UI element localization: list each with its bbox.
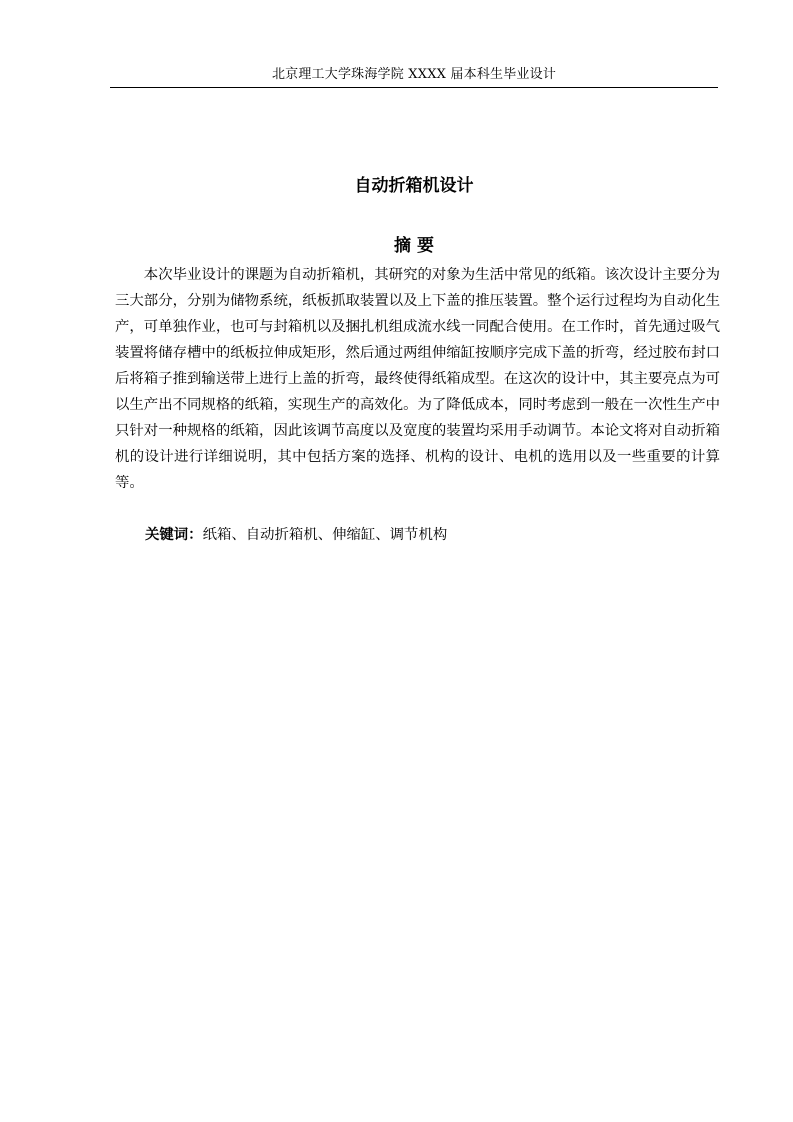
keywords-label: 关键词： <box>145 527 203 543</box>
keywords-value: 纸箱、自动折箱机、伸缩缸、调节机构 <box>202 527 448 543</box>
running-header: 北京理工大学珠海学院 XXXX 届本科生毕业设计 <box>271 67 557 82</box>
abstract-paragraph: 本次毕业设计的课题为自动折箱机，其研究的对象为生活中常见的纸箱。该次设计主要分为三大部分，分别为储物系统，纸板抓取装置以及上下盖的推压装置。整个运行过程均为自动化生产，可单独作业，也可与封箱机以及捆扎机组成流水线一同配合使用。在工作时，首先通过吸气装置将储存槽中的纸板拉伸成矩形，然后通过两组伸缩缸按顺序完成下盖的折弯，经过胶布封口后将箱子推到输送带上进行上盖的折弯，最终使得纸箱成型。在这次的设计中，其主要亮点为可以生产出不同规格的纸箱，实现生产的高效化。为了降低成本，同时考虑到一般在一次性生产中只针对一种规格的纸箱，因此该调节高度以及宽度的装置均采用手动调节。本论文将对自动折箱机的设计进行详细说明，其中包括方案的选择、机构的设计、电机的选用以及一些重要的计算等。 <box>115 267 720 491</box>
keywords-line <box>145 522 705 548</box>
header-divider <box>110 87 718 88</box>
document-title: 自动折箱机设计 <box>354 176 474 196</box>
abstract-heading: 摘 要 <box>394 236 434 256</box>
